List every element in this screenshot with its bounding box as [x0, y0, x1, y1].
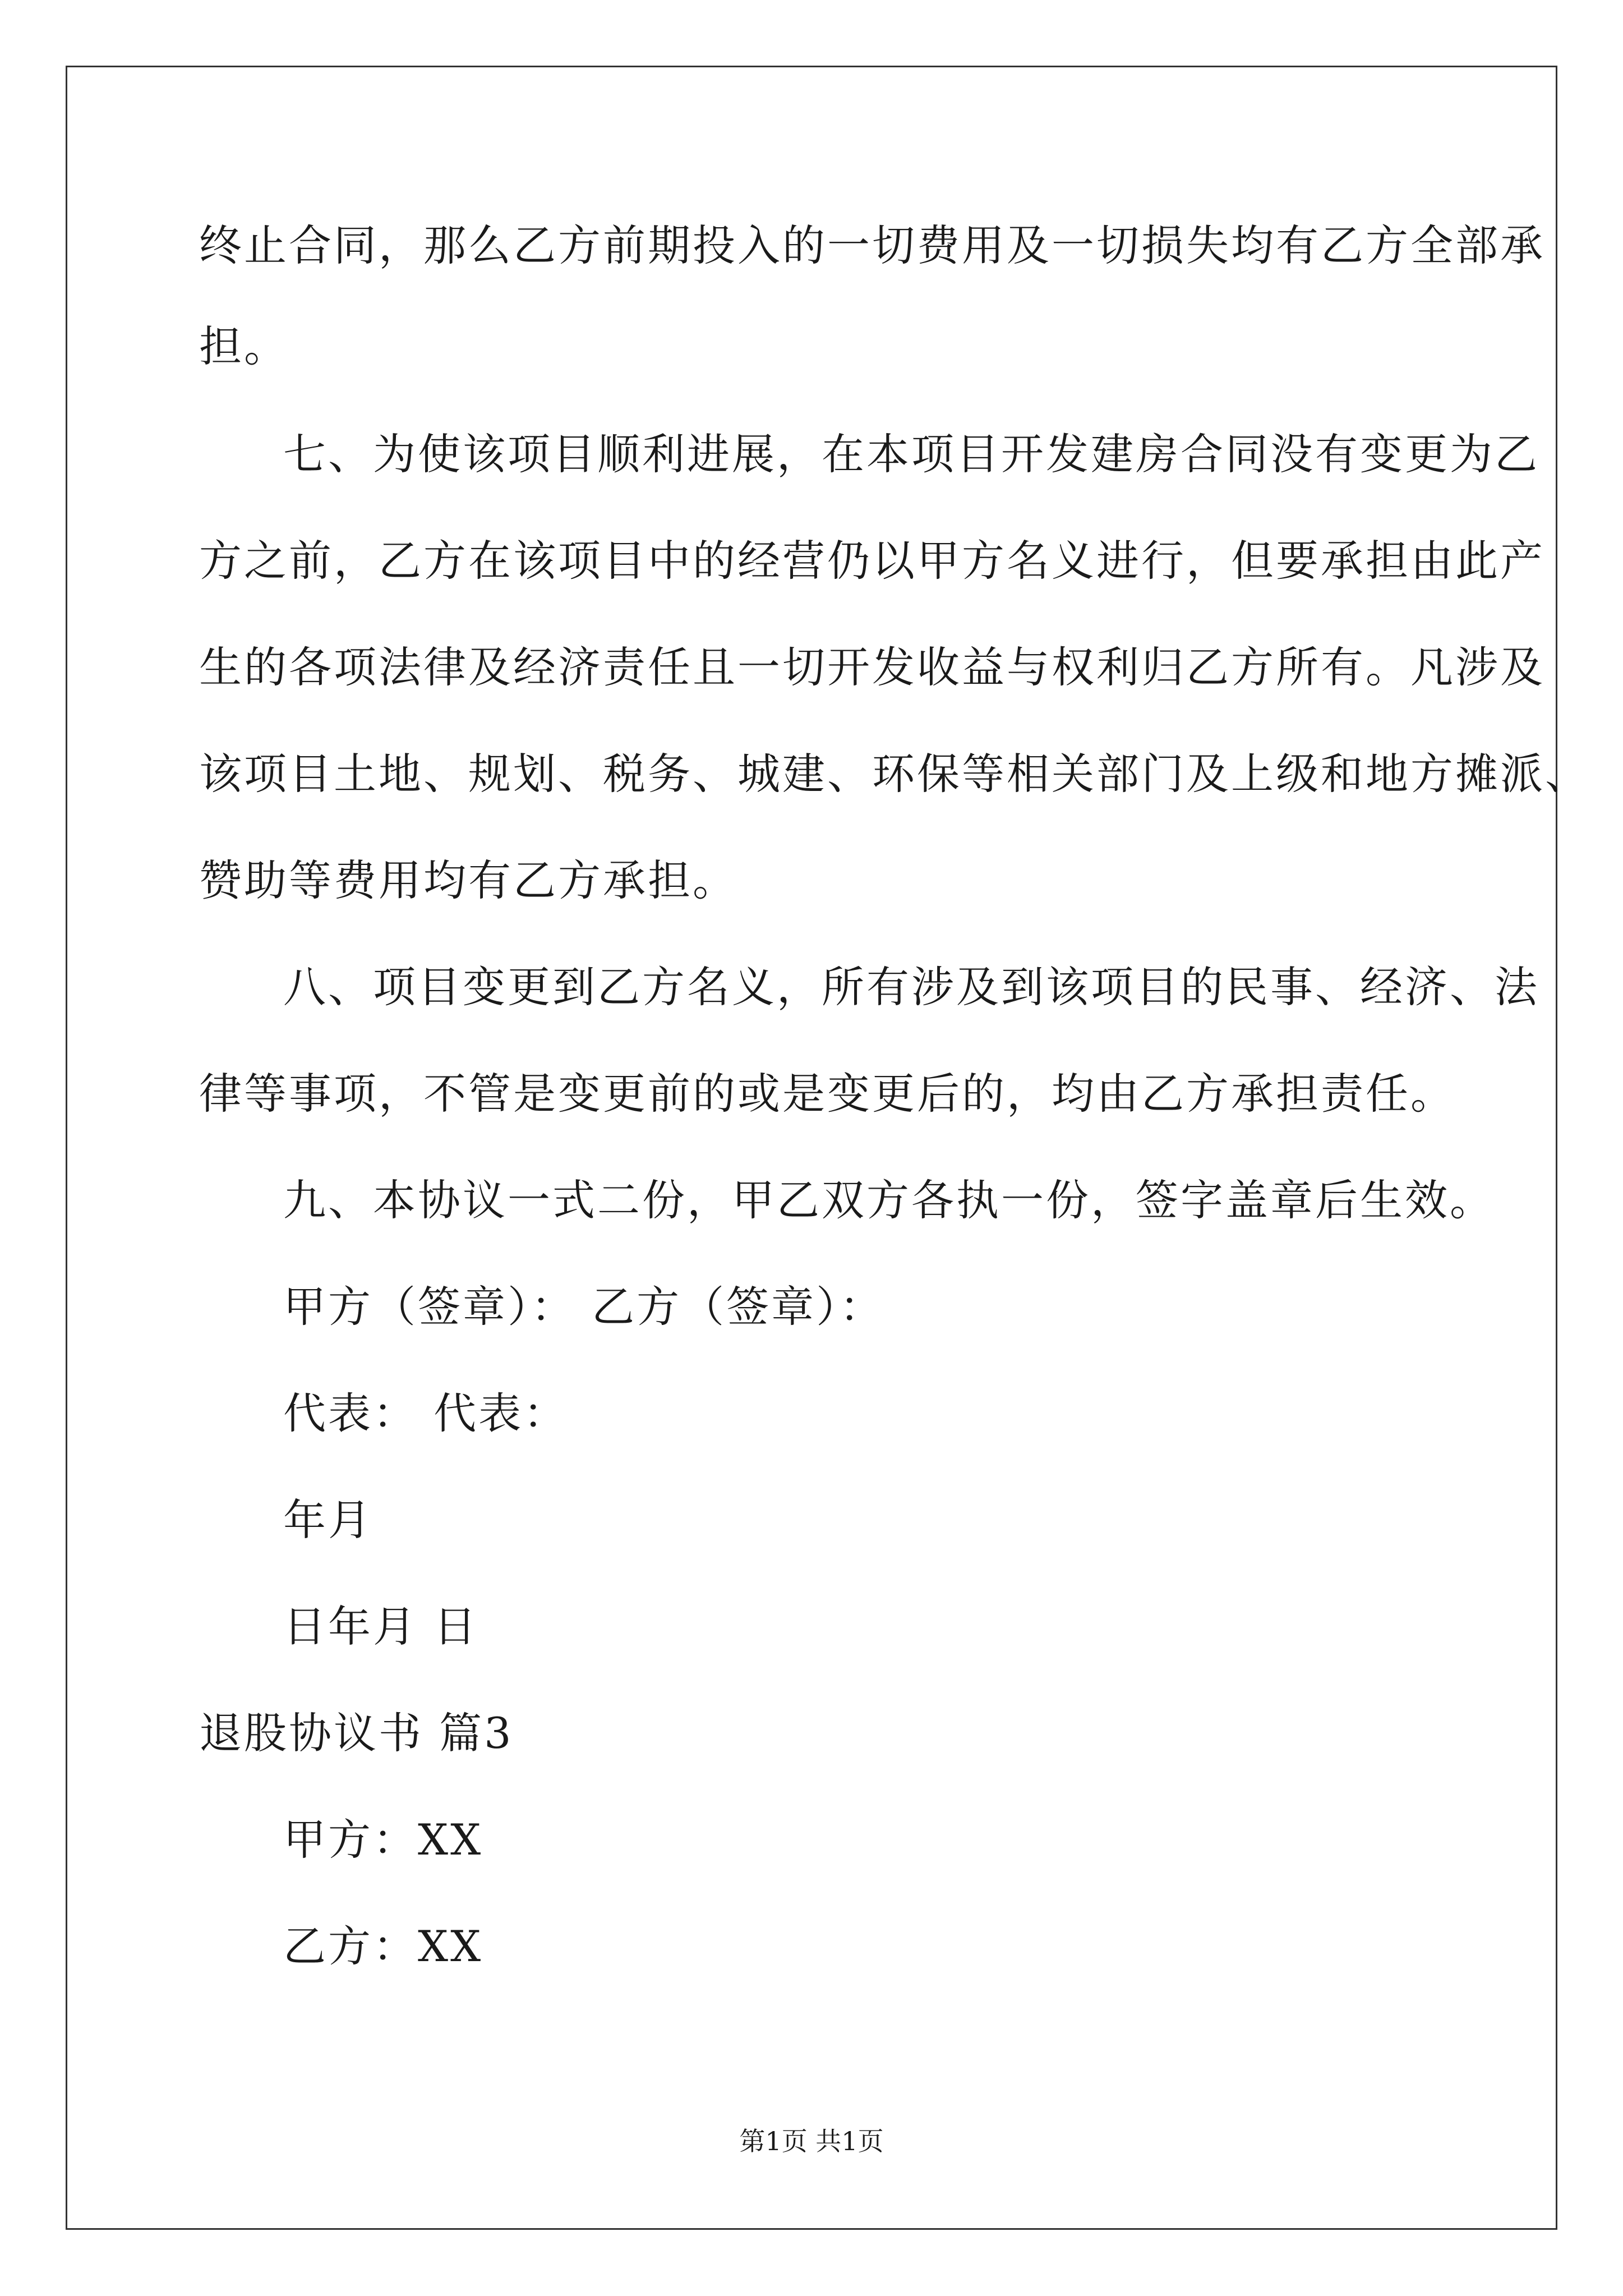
signature-line: 甲方（签章）： 乙方（签章）：	[283, 1282, 885, 1332]
clause-9: 九、本协议一式二份，甲乙双方各执一份，签字盖章后生效。	[283, 1175, 1495, 1225]
date-line-2: 日年月 日	[283, 1602, 479, 1651]
section-title: 退股协议书 篇3	[199, 1708, 514, 1758]
clause-7-line-5: 赞助等费用均有乙方承担。	[199, 855, 737, 905]
page-border	[66, 66, 1557, 2230]
clause-8-line-1: 八、项目变更到乙方名义，所有涉及到该项目的民事、经济、法	[283, 962, 1539, 1012]
clause-7-line-1: 七、为使该项目顺利进展，在本项目开发建房合同没有变更为乙	[283, 429, 1539, 479]
clause-8-line-2: 律等事项，不管是变更前的或是变更后的，均由乙方承担责任。	[199, 1069, 1455, 1119]
page-footer: 第1页 共1页	[739, 2126, 884, 2156]
text-line-1: 终止合同，那么乙方前期投入的一切费用及一切损失均有乙方全部承	[199, 220, 1545, 270]
clause-7-line-4: 该项目土地、规划、税务、城建、环保等相关部门及上级和地方摊派、	[199, 749, 1590, 799]
party-b-line: 乙方：XX	[283, 1921, 483, 1971]
representative-line: 代表： 代表：	[283, 1388, 569, 1438]
date-line-1: 年月	[283, 1495, 373, 1545]
party-a-line: 甲方：XX	[283, 1815, 483, 1865]
clause-7-line-2: 方之前，乙方在该项目中的经营仍以甲方名义进行，但要承担由此产	[199, 536, 1545, 586]
text-line-2: 担。	[199, 321, 289, 371]
clause-7-line-3: 生的各项法律及经济责任且一切开发收益与权利归乙方所有。凡涉及	[199, 642, 1545, 692]
